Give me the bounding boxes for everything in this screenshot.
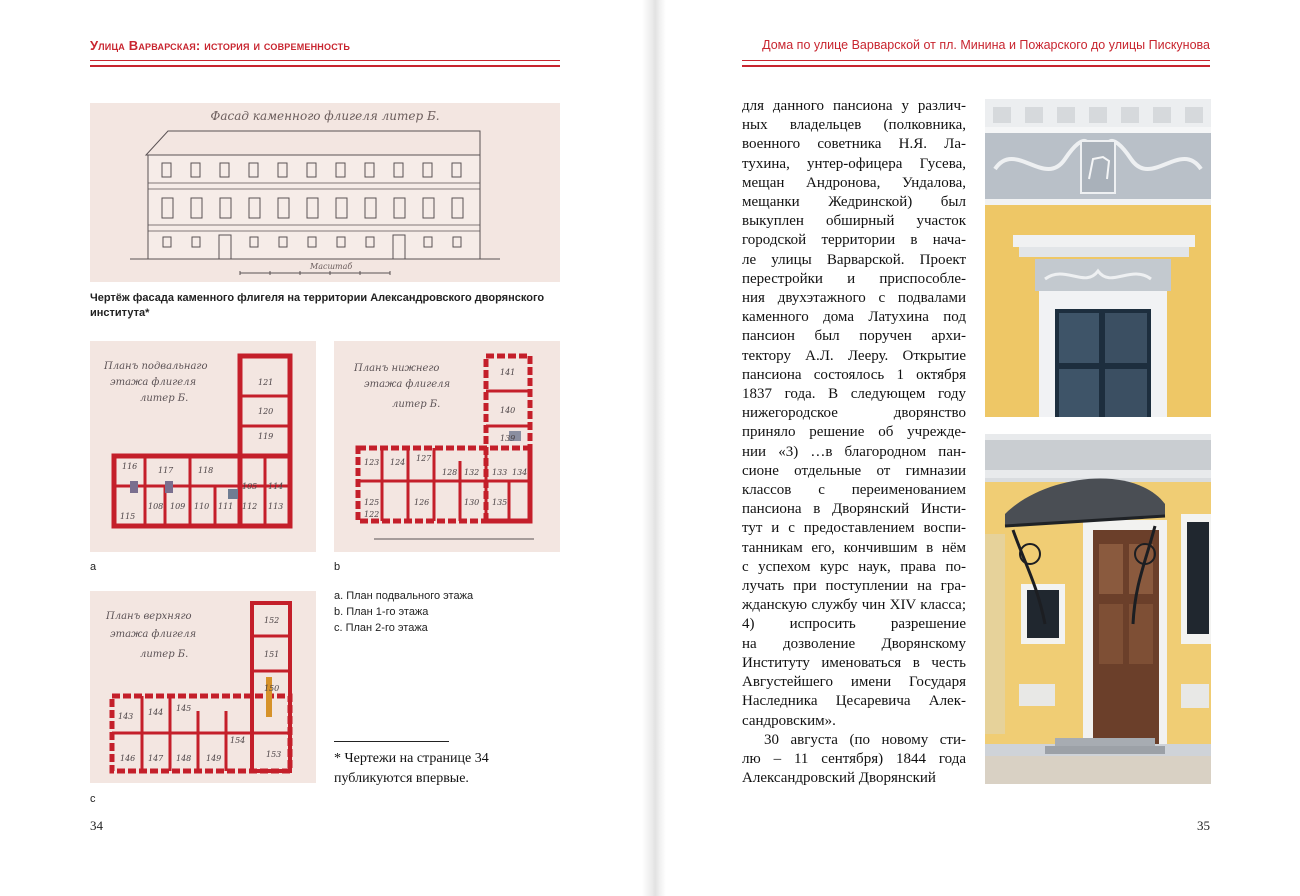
svg-text:119: 119: [258, 432, 274, 441]
right-page-number: 35: [1197, 818, 1210, 833]
svg-text:108: 108: [148, 502, 164, 511]
svg-text:151: 151: [264, 650, 280, 659]
body-text-line: сионе отдельные от гимназии: [742, 462, 966, 479]
body-text-line: нии «3) …в благородном пан-: [742, 443, 966, 460]
footnote: [334, 749, 489, 789]
facade-drawing: [90, 103, 560, 282]
plan-c-title-2: этажа флигеля: [110, 629, 197, 640]
left-running-header: Улица Варварская: история и современность: [90, 38, 351, 53]
svg-text:110: 110: [194, 502, 210, 511]
body-text-line: с успехом курс наук, права по-: [742, 558, 966, 575]
svg-text:141: 141: [500, 368, 516, 377]
svg-text:127: 127: [416, 454, 432, 463]
facade-scale-label: Масштаб: [310, 262, 353, 271]
svg-text:132: 132: [464, 468, 480, 477]
svg-text:140: 140: [500, 406, 516, 415]
svg-text:115: 115: [120, 512, 136, 521]
svg-text:120: 120: [258, 407, 274, 416]
svg-text:145: 145: [176, 704, 192, 713]
plan-b-title-2: этажа флигеля: [364, 379, 451, 390]
body-text-line: пансиона состоялось 1 октября: [742, 366, 966, 383]
right-page: [650, 0, 1300, 896]
svg-text:124: 124: [390, 458, 406, 467]
svg-text:114: 114: [268, 482, 284, 491]
plan-c-label: c: [90, 793, 96, 805]
svg-text:126: 126: [414, 498, 430, 507]
svg-text:150: 150: [264, 684, 280, 693]
body-text-line: классов с переименованием: [742, 482, 966, 499]
svg-text:111: 111: [218, 502, 234, 511]
svg-text:105: 105: [242, 482, 258, 491]
plan-a-title-2: этажа флигеля: [110, 377, 197, 388]
body-text-line: тут и с предоставлением воспи-: [742, 520, 966, 537]
footnote-rule: [334, 741, 449, 742]
plan-b-ground-floor: [334, 341, 560, 552]
body-text-line: лю – 11 сентября) 1844 года: [742, 750, 966, 767]
body-text-line: 1837 года. В следующем году: [742, 386, 966, 403]
body-text-line: городской территории в нача-: [742, 232, 966, 249]
body-text-line: выкуплен обширный участок: [742, 213, 966, 230]
body-text-line: Августейшего имени Государя: [742, 674, 966, 691]
plan-b-title-3: литер Б.: [392, 399, 441, 410]
body-text-line: танникам его, кончившим в нём: [742, 539, 966, 556]
svg-text:134: 134: [512, 468, 528, 477]
right-running-header: Дома по улице Варварской от пл. Минина и Пожарского до улицы Пискунова: [762, 38, 1210, 52]
body-text-line: на дозволение Дворянскому: [742, 635, 966, 652]
facade-caption: Чертёж фасада каменного флигеля на территории Александровского дворянского института*: [90, 292, 545, 319]
plan-legend-a: a. План подвального этажа: [334, 590, 474, 602]
body-text-line: 30 августа (по новому сти-: [764, 731, 966, 748]
body-text-line: приняло решение об учрежде-: [742, 424, 966, 441]
svg-text:117: 117: [158, 466, 174, 475]
svg-text:118: 118: [198, 466, 214, 475]
body-text-line: мещанки Жедринской) был: [742, 194, 966, 211]
body-text-line: тектору А.Л. Лееру. Открытие: [742, 347, 966, 364]
svg-text:153: 153: [266, 750, 282, 759]
footnote-line-1: * Чертежи на странице 34: [334, 751, 489, 766]
svg-text:123: 123: [364, 458, 380, 467]
plan-c-second-floor: [90, 591, 316, 783]
body-text-line: перестройки и приспособле-: [742, 270, 966, 287]
svg-text:130: 130: [464, 498, 480, 507]
svg-text:146: 146: [120, 754, 136, 763]
body-text: [742, 97, 966, 788]
svg-text:109: 109: [170, 502, 186, 511]
body-text-line: ле улицы Варварской. Проект: [742, 251, 966, 268]
left-page-number: 34: [90, 818, 103, 833]
body-text-line: пансион был поручен архи-: [742, 328, 966, 345]
svg-text:143: 143: [118, 712, 134, 721]
plan-legend: [334, 588, 473, 636]
plan-c-title-3: литер Б.: [140, 649, 189, 660]
body-text-line: ния двухэтажного с подвалами: [742, 290, 966, 307]
svg-text:116: 116: [122, 462, 138, 471]
body-text-line: тухина, унтер-офицера Гусева,: [742, 155, 966, 172]
svg-text:149: 149: [206, 754, 222, 763]
body-text-line: Институту именоваться в честь: [742, 654, 966, 671]
svg-text:125: 125: [364, 498, 380, 507]
svg-text:154: 154: [230, 736, 246, 745]
plan-a-title-1: Планъ подвальнаго: [104, 361, 208, 372]
svg-text:147: 147: [148, 754, 164, 763]
body-text-line: 4) испросить разрешение: [742, 616, 966, 633]
svg-text:128: 128: [442, 468, 458, 477]
plan-a-basement: [90, 341, 316, 552]
plan-a-title-3: литер Б.: [140, 393, 189, 404]
plan-a-label: a: [90, 561, 97, 573]
footnote-line-2: публикуются впервые.: [334, 771, 469, 786]
body-text-line: жданскую службу чин XIV класса;: [742, 597, 966, 614]
body-text-line: сандровским».: [742, 712, 836, 729]
svg-text:133: 133: [492, 468, 508, 477]
plan-legend-b: b. План 1-го этажа: [334, 606, 429, 618]
body-text-line: ных владельцев (полковника,: [742, 117, 966, 134]
svg-text:148: 148: [176, 754, 192, 763]
body-text-line: военного советника Н.Я. Ла-: [742, 136, 966, 153]
right-header-rule: [742, 60, 1210, 67]
plan-a-svg: [90, 341, 316, 552]
svg-text:135: 135: [492, 498, 508, 507]
facade-drawing-title: Фасад каменного флигеля литер Б.: [210, 109, 440, 123]
photo-window-ornament: [985, 99, 1211, 417]
svg-text:122: 122: [364, 510, 380, 519]
body-text-line: лучать при поступлении на гра-: [742, 578, 966, 595]
body-text-line: нижегородское дворянство: [742, 405, 966, 422]
left-header-rule: [90, 60, 560, 67]
svg-text:113: 113: [268, 502, 284, 511]
plan-b-label: b: [334, 561, 341, 573]
body-text-line: пансиона в Дворянский Инсти-: [742, 501, 966, 518]
svg-text:152: 152: [264, 616, 280, 625]
plan-b-title-1: Планъ нижнего: [354, 363, 440, 374]
body-text-line: Наследника Цесаревича Алек-: [742, 693, 966, 710]
svg-text:144: 144: [148, 708, 164, 717]
body-text-line: каменного дома Латухина под: [742, 309, 966, 326]
svg-text:139: 139: [500, 434, 516, 443]
svg-text:121: 121: [258, 378, 274, 387]
plan-legend-c: c. План 2-го этажа: [334, 622, 428, 634]
svg-text:112: 112: [242, 502, 258, 511]
photo-entrance-canopy: [985, 434, 1211, 784]
plan-c-title-1: Планъ верхняго: [106, 611, 192, 622]
body-text-line: мещан Андронова, Ундалова,: [742, 174, 966, 191]
body-text-line: Александровский Дворянский: [742, 770, 936, 787]
body-text-line: для данного пансиона у различ-: [742, 98, 966, 114]
